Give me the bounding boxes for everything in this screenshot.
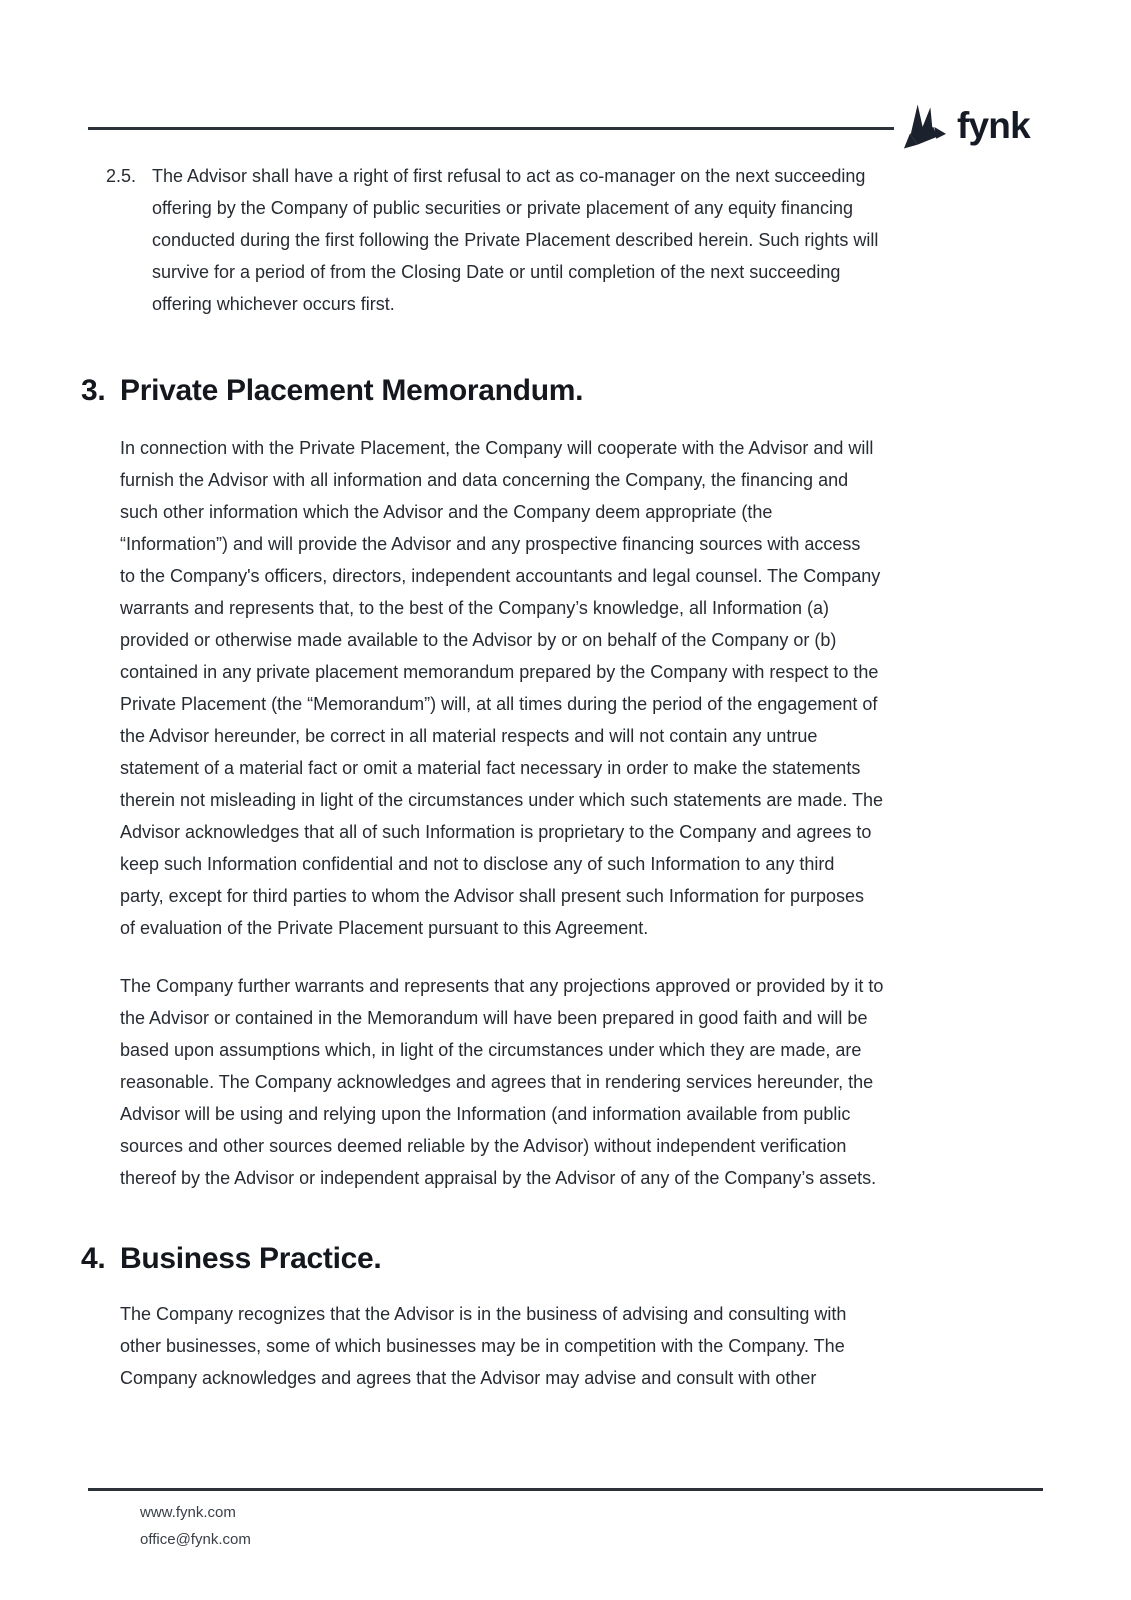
clause-text bbox=[152, 160, 878, 320]
text-line: to the Company's officers, directors, independent accountants and legal counsel. The Company bbox=[120, 566, 881, 586]
text-line: reasonable. The Company acknowledges and agrees that in rendering services hereunder, the bbox=[120, 1072, 874, 1092]
text-line: therein not misleading in light of the circumstances under which such statements are made. The bbox=[120, 790, 884, 810]
clause-2-5 bbox=[106, 160, 1025, 320]
text-line: “Information”) and will provide the Advisor and any prospective financing sources with access bbox=[120, 534, 861, 554]
text-line: The Advisor shall have a right of first refusal to act as co-manager on the next succeeding bbox=[152, 166, 866, 186]
footer bbox=[140, 1499, 251, 1553]
text-line: keep such Information confidential and not to disclose any of such Information to any third bbox=[120, 854, 835, 874]
text-line: such other information which the Advisor and the Company deem appropriate (the bbox=[120, 502, 773, 522]
footer-divider bbox=[88, 1488, 1043, 1491]
text-line: sources and other sources deemed reliable by the Advisor) without independent verification bbox=[120, 1136, 847, 1156]
text-line: Advisor will be using and relying upon the Information (and information available from public bbox=[120, 1104, 851, 1124]
text-line: The Company recognizes that the Advisor is in the business of advising and consulting with bbox=[120, 1304, 847, 1324]
text-line: thereof by the Advisor or independent appraisal by the Advisor of any of the Company’s assets. bbox=[120, 1168, 877, 1188]
text-line: Private Placement (the “Memorandum”) will, at all times during the period of the engagement of bbox=[120, 694, 878, 714]
text-line: other businesses, some of which businesses may be in competition with the Company. The bbox=[120, 1336, 845, 1356]
footer-website: www.fynk.com bbox=[140, 1504, 236, 1521]
section-4-heading bbox=[81, 1240, 1025, 1278]
text-line: offering whichever occurs first. bbox=[152, 294, 395, 314]
text-line: In connection with the Private Placement, the Company will cooperate with the Advisor and will bbox=[120, 438, 874, 458]
section-3-title: Private Placement Memorandum. bbox=[120, 374, 584, 407]
text-line: the Advisor hereunder, be correct in all material respects and will not contain any untrue bbox=[120, 726, 818, 746]
text-line: The Company further warrants and represents that any projections approved or provided by it to bbox=[120, 976, 884, 996]
section-3-paragraph-2 bbox=[120, 970, 1025, 1194]
text-line: Advisor acknowledges that all of such Information is proprietary to the Company and agrees to bbox=[120, 822, 872, 842]
clause-number: 2.5. bbox=[106, 166, 137, 186]
text-line: the Advisor or contained in the Memorandum will have been prepared in good faith and will be bbox=[120, 1008, 868, 1028]
section-4-paragraph-1 bbox=[120, 1298, 1025, 1394]
section-3-paragraph-1 bbox=[120, 432, 1025, 944]
text-line: based upon assumptions which, in light of the circumstances under which they are made, are bbox=[120, 1040, 862, 1060]
text-line: party, except for third parties to whom the Advisor shall present such Information for purposes bbox=[120, 886, 865, 906]
text-line: of evaluation of the Private Placement pursuant to this Agreement. bbox=[120, 918, 649, 938]
section-3-heading bbox=[81, 372, 1025, 410]
text-line: offering by the Company of public securities or private placement of any equity financing bbox=[152, 198, 854, 218]
text-line: warrants and represents that, to the best of the Company’s knowledge, all Information (a) bbox=[120, 598, 830, 618]
section-4-title: Business Practice. bbox=[120, 1242, 382, 1275]
text-line: provided or otherwise made available to the Advisor by or on behalf of the Company or (b) bbox=[120, 630, 837, 650]
section-4-number: 4. bbox=[81, 1242, 106, 1275]
text-line: contained in any private placement memorandum prepared by the Company with respect to the bbox=[120, 662, 879, 682]
text-line: statement of a material fact or omit a material fact necessary in order to make the statements bbox=[120, 758, 861, 778]
text-line: survive for a period of from the Closing Date or until completion of the next succeeding bbox=[152, 262, 841, 282]
text-line: furnish the Advisor with all information and data concerning the Company, the financing and bbox=[120, 470, 849, 490]
document-body bbox=[81, 0, 1025, 1394]
text-line: Company acknowledges and agrees that the Advisor may advise and consult with other bbox=[120, 1368, 817, 1388]
section-3-number: 3. bbox=[81, 374, 106, 407]
logo-wordmark: fynk bbox=[957, 105, 1030, 146]
text-line: conducted during the first following the Private Placement described herein. Such rights will bbox=[152, 230, 879, 250]
footer-email: office@fynk.com bbox=[140, 1531, 251, 1548]
